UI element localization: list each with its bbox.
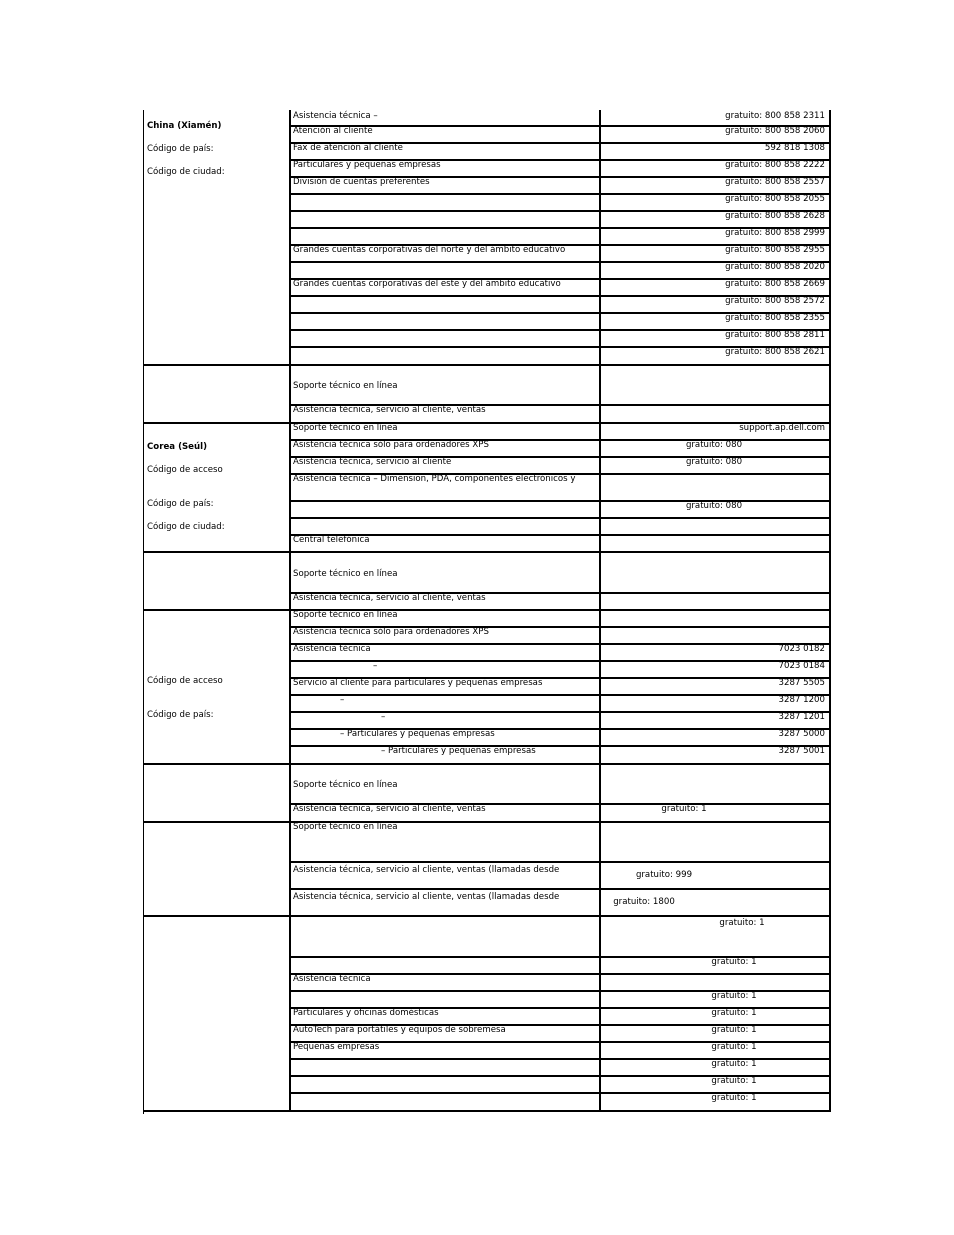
service-label: Grandes cuentas corporativas del norte y del ámbito educativo xyxy=(293,245,566,255)
phone-number: gratuito: 1 xyxy=(711,991,757,1001)
col-divider xyxy=(289,404,291,424)
col-divider xyxy=(829,364,831,406)
row-divider xyxy=(289,763,830,765)
col-divider xyxy=(829,888,831,917)
phone-number: gratuito: 1 xyxy=(661,804,707,814)
col-divider xyxy=(829,821,831,863)
phone-number: 3287 5001 xyxy=(778,746,825,756)
col-divider xyxy=(289,473,291,502)
service-label: – xyxy=(340,695,345,705)
phone-number: gratuito: 800 858 2621 xyxy=(725,347,825,357)
phone-number: 7023 0182 xyxy=(778,644,825,654)
service-label: – Particulares y pequeñas empresas xyxy=(381,746,536,756)
phone-number: gratuito: 080 xyxy=(685,457,743,467)
service-label: Soporte técnico en línea xyxy=(293,423,398,433)
left-label: Código de ciudad: xyxy=(147,522,225,532)
left-border xyxy=(143,551,144,613)
phone-number: gratuito: 1 xyxy=(719,918,765,928)
left-border xyxy=(143,915,144,1114)
col-divider xyxy=(599,821,601,863)
col-divider xyxy=(599,473,601,502)
col-divider xyxy=(829,551,831,594)
phone-number: gratuito: 999 xyxy=(635,870,693,880)
phone-number: gratuito: 800 858 2055 xyxy=(725,194,825,204)
col-divider xyxy=(289,1092,291,1112)
col-divider xyxy=(829,745,831,765)
country-name: China (Xiamén) xyxy=(147,121,222,131)
phone-number: gratuito: 800 858 2222 xyxy=(725,160,825,170)
service-label: – xyxy=(373,661,378,671)
row-divider xyxy=(289,1110,830,1112)
service-label: Asistencia técnica, servicio al cliente, ventas (llamadas desde xyxy=(293,892,560,902)
phone-number: gratuito: 800 858 2955 xyxy=(725,245,825,255)
service-label: Asistencia técnica sólo para ordenadores XPS xyxy=(293,440,489,450)
phone-number: gratuito: 800 858 2020 xyxy=(725,262,825,272)
service-label: Grandes cuentas corporativas del este y del ámbito educativo xyxy=(293,279,561,289)
service-label: AutoTech para portátiles y equipos de sobremesa xyxy=(293,1025,506,1035)
phone-number: gratuito: 800 858 2999 xyxy=(725,228,825,238)
phone-number: support.ap.dell.com xyxy=(739,423,825,433)
service-label: Asistencia técnica, servicio al cliente, ventas xyxy=(293,405,486,415)
col-divider xyxy=(599,763,601,805)
left-label: Código de país: xyxy=(147,710,214,720)
phone-number: gratuito: 1 xyxy=(711,1059,757,1069)
phone-number: gratuito: 1 xyxy=(711,1076,757,1086)
service-label: Soporte técnico en línea xyxy=(293,381,398,391)
row-divider xyxy=(289,861,830,863)
left-border xyxy=(143,821,144,919)
service-label: Servicio al cliente para particulares y pequeñas empresas xyxy=(293,678,543,688)
col-divider xyxy=(599,551,601,594)
service-label: Asistencia técnica, servicio al cliente, ventas (llamadas desde xyxy=(293,865,560,875)
col-divider xyxy=(829,861,831,890)
phone-number: gratuito: 800 858 2572 xyxy=(725,296,825,306)
left-border xyxy=(143,110,144,368)
phone-number: gratuito: 1 xyxy=(711,957,757,967)
phone-number: 3287 5505 xyxy=(778,678,825,688)
phone-number: gratuito: 1 xyxy=(711,1025,757,1035)
col-divider xyxy=(599,404,601,424)
phone-number: gratuito: 1 xyxy=(711,1042,757,1052)
col-divider xyxy=(289,364,291,406)
phone-number: gratuito: 800 858 2669 xyxy=(725,279,825,289)
service-label: Asistencia técnica xyxy=(293,974,371,984)
service-label: Soporte técnico en línea xyxy=(293,568,398,579)
col-divider xyxy=(289,803,291,823)
col-divider xyxy=(829,404,831,424)
service-label: Asistencia técnica xyxy=(293,644,371,654)
col-divider xyxy=(289,888,291,917)
col-divider xyxy=(289,346,291,366)
phone-number: 3287 1200 xyxy=(778,695,825,705)
row-divider xyxy=(289,364,830,366)
left-border xyxy=(143,763,144,825)
service-label: Central telefónica xyxy=(293,535,370,545)
phone-number: gratuito: 1 xyxy=(711,1008,757,1018)
service-label: Atención al cliente xyxy=(293,126,373,136)
col-divider xyxy=(289,821,291,863)
col-divider xyxy=(829,473,831,502)
phone-number: 3287 1201 xyxy=(778,712,825,722)
phone-number: gratuito: 800 858 2355 xyxy=(725,313,825,323)
service-label: Particulares y pequeñas empresas xyxy=(293,160,441,170)
phone-number: gratuito: 800 858 2060 xyxy=(725,126,825,136)
phone-number: 592 818 1308 xyxy=(764,143,825,153)
left-label: Código de ciudad: xyxy=(147,167,225,177)
service-label: – Particulares y pequeñas empresas xyxy=(340,729,495,739)
left-border xyxy=(143,364,144,426)
service-label: Asistencia técnica sólo para ordenadores XPS xyxy=(293,627,489,637)
row-divider xyxy=(289,534,830,536)
row-divider xyxy=(289,888,830,890)
phone-number: gratuito: 800 858 2311 xyxy=(725,111,825,121)
phone-number: gratuito: 800 858 2811 xyxy=(725,330,825,340)
row-divider xyxy=(289,915,830,917)
service-label: – xyxy=(381,712,386,722)
col-divider xyxy=(829,803,831,823)
row-divider xyxy=(289,517,830,519)
service-label: Asistencia técnica – xyxy=(293,111,378,121)
service-label: Soporte técnico en línea xyxy=(293,780,398,790)
service-label: Asistencia técnica, servicio al cliente, ventas xyxy=(293,804,486,814)
phone-number: gratuito: 1800 xyxy=(613,897,675,907)
service-label: División de cuentas preferentes xyxy=(293,177,430,187)
col-divider xyxy=(289,763,291,805)
col-divider xyxy=(289,861,291,890)
col-divider xyxy=(829,346,831,366)
col-divider xyxy=(599,1092,601,1112)
service-label: Soporte técnico en línea xyxy=(293,822,398,832)
row-divider xyxy=(289,551,830,553)
country-name: Corea (Seúl) xyxy=(147,442,208,452)
col-divider xyxy=(599,915,601,958)
phone-number: gratuito: 800 858 2628 xyxy=(725,211,825,221)
col-divider xyxy=(289,551,291,594)
col-divider xyxy=(289,915,291,958)
service-label: Asistencia técnica, servicio al cliente xyxy=(293,457,452,467)
phone-number: gratuito: 800 858 2557 xyxy=(725,177,825,187)
col-divider xyxy=(289,745,291,765)
phone-number: 7023 0184 xyxy=(778,661,825,671)
service-label: Pequeñas empresas xyxy=(293,1042,380,1052)
service-label: Asistencia técnica – Dimension, PDA, componentes electrónicos y xyxy=(293,474,576,484)
left-label: Código de acceso xyxy=(147,676,223,686)
col-divider xyxy=(829,763,831,805)
service-label: Fax de atención al cliente xyxy=(293,143,403,153)
left-label: Código de acceso xyxy=(147,465,223,475)
phone-number: gratuito: 080 xyxy=(685,501,743,511)
left-label: Código de país: xyxy=(147,499,214,509)
phone-number: gratuito: 080 xyxy=(685,440,743,450)
phone-number: 3287 5000 xyxy=(778,729,825,739)
left-border xyxy=(143,422,144,555)
left-label: Código de país: xyxy=(147,144,214,154)
service-label: Asistencia técnica, servicio al cliente, ventas xyxy=(293,593,486,603)
service-label: Soporte técnico en línea xyxy=(293,610,398,620)
service-label: Particulares y oficinas domésticas xyxy=(293,1008,439,1018)
col-divider xyxy=(599,364,601,406)
left-border xyxy=(143,609,144,767)
phone-number: gratuito: 1 xyxy=(711,1093,757,1103)
